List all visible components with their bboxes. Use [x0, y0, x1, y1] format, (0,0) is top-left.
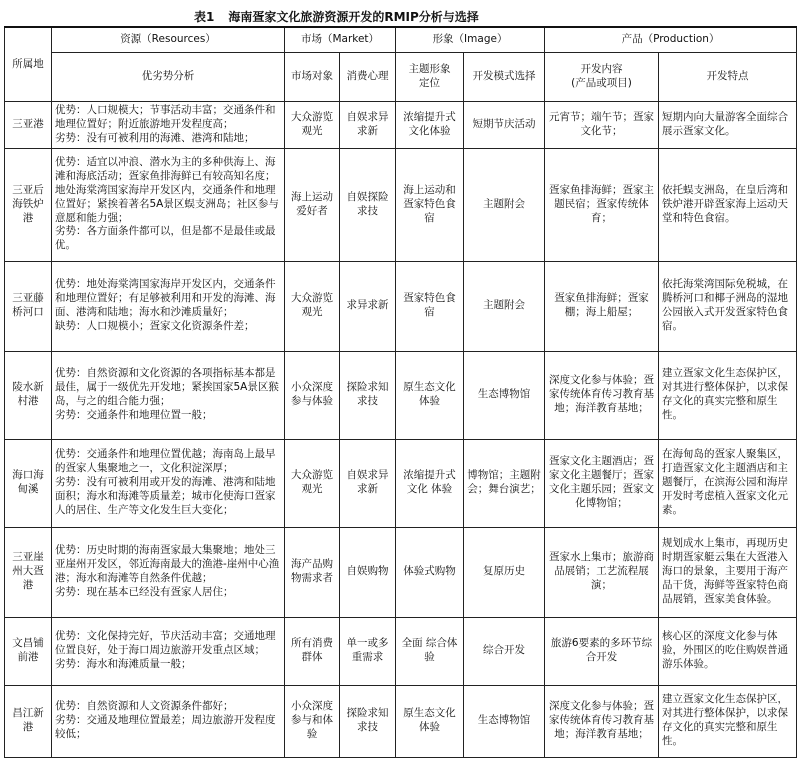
cell-positioning: 原生态文化体验: [396, 351, 464, 439]
cell-psychology: 单一或多重需求: [340, 617, 396, 685]
cell-mode: 博物馆；主题附会；舞台演艺；: [464, 439, 545, 527]
cell-positioning: 疍家特色食宿: [396, 261, 464, 351]
cell-features: 规划成水上集市，再现历史时期疍家艇云集在大疍港入海口的景象，主要用于海产品干货，海鲜等疍家特色商品展销，疍家美食体验。: [659, 527, 797, 617]
cell-analysis: 优势：地处海棠湾国家海岸开发区内，交通条件和地理位置好；有足够被利用和开发的海滩、海面、港湾和陆地；海水和沙滩质量好； 缺势：人口规模小；疍家文化资源条件差；: [52, 261, 285, 351]
cell-mode: 短期节庆活动: [464, 102, 545, 149]
table-row: [5, 148, 797, 261]
cell-analysis: 优势：文化保持完好，节庆活动丰富；交通地理位置良好，处于海口周边旅游开发重点区域； 劣势：海水和海滩质量一般；: [52, 617, 285, 685]
cell-psychology: 自娱探险求技: [340, 148, 396, 261]
table-row: [5, 617, 797, 685]
cell-location: 昌江新港: [5, 685, 52, 757]
cell-analysis: 优势：历史时期的海南疍家最大集聚地；地处三亚崖州开发区，邻近海南最大的渔港-崖州中心渔港；海水和海滩等自然条件优越； 劣势：现在基本已经没有疍家人居住；: [52, 527, 285, 617]
cell-features: 短期内向大量游客全面综合展示疍家文化。: [659, 102, 797, 149]
header-image: 形象（Image）: [396, 27, 545, 53]
cell-location: 三亚港: [5, 102, 52, 149]
cell-features: 依托蜈支洲岛，在皇后湾和铁炉港开辟疍家海上运动天堂和特色食宿。: [659, 148, 797, 261]
cell-mode: 综合开发: [464, 617, 545, 685]
header-resources: 资源（Resources）: [52, 27, 285, 53]
cell-psychology: 自娱求异求新: [340, 102, 396, 149]
cell-location: 海口海甸溪: [5, 439, 52, 527]
cell-features: 核心区的深度文化参与体验，外围区的吃住购娱普通游乐体验。: [659, 617, 797, 685]
cell-analysis: 优势：自然资源和人文资源条件都好； 劣势：交通及地理位置最差；周边旅游开发程度较低；: [52, 685, 285, 757]
cell-psychology: 探险求知求技: [340, 685, 396, 757]
cell-analysis: 优势：适宜以冲浪、潜水为主的多种供海上、海滩和海底活动；疍家鱼排海鲜已有较高知名度；地处海棠湾国家海岸开发区内，交通条件和地理位置好；紧挨着著名5A景区蜈支洲岛；社区参与意愿和能力强； 劣势：各方面条件都可以，但是都不是最佳或最优。: [52, 148, 285, 261]
cell-content: 疍家水上集市；旅游商品展销；工艺流程展演；: [545, 527, 659, 617]
header-dev-content: 开发内容 (产品或项目): [545, 53, 659, 102]
header-dev-mode: 开发模式选择: [464, 53, 545, 102]
cell-location: 三亚崖州大疍港: [5, 527, 52, 617]
cell-psychology: 探险求知求技: [340, 351, 396, 439]
cell-psychology: 自娱求异求新: [340, 439, 396, 527]
cell-market: 大众游览观光: [285, 102, 340, 149]
table-row: [5, 351, 797, 439]
cell-positioning: 海上运动和疍家特色食宿: [396, 148, 464, 261]
cell-market: 大众游览观光: [285, 261, 340, 351]
rmip-analysis-table: [4, 26, 797, 758]
cell-mode: 生态博物馆: [464, 685, 545, 757]
table-row: [5, 527, 797, 617]
cell-location: 陵水新村港: [5, 351, 52, 439]
header-market: 市场（Market）: [285, 27, 396, 53]
cell-analysis: 优势：人口规模大；节事活动丰富；交通条件和地理位置好；附近旅游地开发程度高； 劣势：没有可被利用的海滩、港湾和陆地；: [52, 102, 285, 149]
table-row: [5, 261, 797, 351]
table-row: [5, 439, 797, 527]
cell-features: 建立疍家文化生态保护区，对其进行整体保护，以求保存文化的真实完整和原生性。: [659, 351, 797, 439]
cell-mode: 主题附会: [464, 261, 545, 351]
cell-content: 深度文化参与体验；疍家传统体育传习教育基地；海洋教育基地；: [545, 685, 659, 757]
cell-content: 疍家鱼排海鲜；疍家棚；海上船屋；: [545, 261, 659, 351]
cell-market: 所有消费群体: [285, 617, 340, 685]
header-consumer-psychology: 消费心理: [340, 53, 396, 102]
cell-market: 海产品购物需求者: [285, 527, 340, 617]
cell-content: 疍家鱼排海鲜；疍家主题民宿；疍家传统体育；: [545, 148, 659, 261]
header-dev-features: 开发特点: [659, 53, 797, 102]
table-number: 表1: [194, 9, 215, 24]
cell-location: 文昌铺前港: [5, 617, 52, 685]
cell-mode: 生态博物馆: [464, 351, 545, 439]
cell-positioning: 全面 综合体验: [396, 617, 464, 685]
cell-psychology: 求异求新: [340, 261, 396, 351]
cell-features: 建立疍家文化生态保护区，对其进行整体保护，以求保存文化的真实完整和原生性。: [659, 685, 797, 757]
table-row: [5, 102, 797, 149]
cell-content: 旅游6要素的多环节综合开发: [545, 617, 659, 685]
header-production: 产品（Production）: [545, 27, 797, 53]
cell-mode: 主题附会: [464, 148, 545, 261]
cell-content: 元宵节；端午节；疍家文化节；: [545, 102, 659, 149]
cell-features: 在海甸岛的疍家人聚集区，打造疍家文化主题酒店和主题餐厅，在滨海公园和海岸开发时考虑植入疍家文化元素。: [659, 439, 797, 527]
cell-market: 海上运动爱好者: [285, 148, 340, 261]
cell-features: 依托海棠湾国际免税城，在腾桥河口和椰子洲岛的湿地公园嵌入式开发疍家特色食宿。: [659, 261, 797, 351]
table-title: 海南疍家文化旅游资源开发的RMIP分析与选择: [228, 9, 479, 24]
cell-market: 大众游览观光: [285, 439, 340, 527]
cell-analysis: 优势：自然资源和文化资源的各项指标基本都是最佳，属于一级优先开发地；紧挨国家5A景区猴岛，与之的组合能力强； 劣势：交通条件和地理位置一般；: [52, 351, 285, 439]
header-row-sub: [5, 53, 797, 102]
cell-content: 深度文化参与体验；疍家传统体育传习教育基地；海洋教育基地；: [545, 351, 659, 439]
cell-location: 三亚后海铁炉港: [5, 148, 52, 261]
cell-positioning: 浓缩提升式文化体验: [396, 102, 464, 149]
header-location: 所属地: [5, 27, 52, 102]
cell-mode: 复原历史: [464, 527, 545, 617]
table-caption: [4, 6, 796, 26]
cell-market: 小众深度参与体验: [285, 351, 340, 439]
header-advantages: 优劣势分析: [52, 53, 285, 102]
header-row-main: [5, 27, 797, 53]
cell-psychology: 自娱购物: [340, 527, 396, 617]
cell-positioning: 浓缩提升式文化 体验: [396, 439, 464, 527]
cell-analysis: 优势：交通条件和地理位置优越；海南岛上最早的疍家人集聚地之一，文化积淀深厚； 劣势：没有可被利用或开发的海滩、港湾和陆地面积；海水和海滩等质量差；城市化使海口疍家人的居住、生产等文化发生巨大变化；: [52, 439, 285, 527]
header-theme-positioning: 主题形象 定位: [396, 53, 464, 102]
cell-market: 小众深度参与和体验: [285, 685, 340, 757]
cell-positioning: 原生态文化体验: [396, 685, 464, 757]
table-row: [5, 685, 797, 757]
cell-content: 疍家文化主题酒店；疍家文化主题餐厅；疍家文化主题乐园；疍家文化博物馆；: [545, 439, 659, 527]
cell-location: 三亚藤桥河口: [5, 261, 52, 351]
header-market-target: 市场对象: [285, 53, 340, 102]
cell-positioning: 体验式购物: [396, 527, 464, 617]
